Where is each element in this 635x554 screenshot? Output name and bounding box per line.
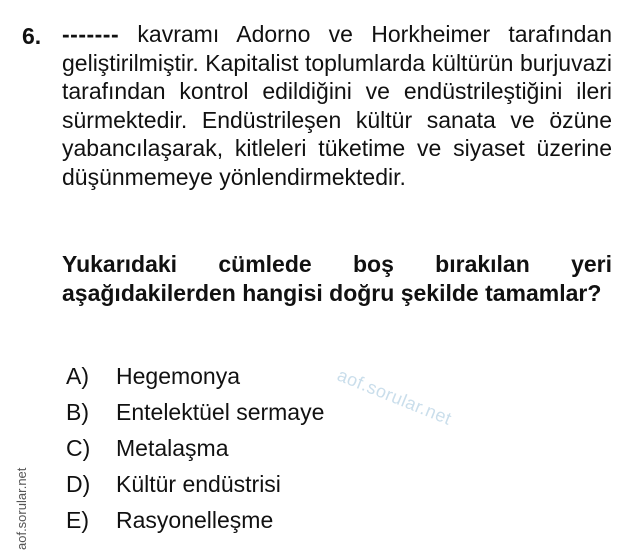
question-prompt: Yukarıdaki cümlede boş bırakılan yeri aşağıdakilerden hangisi doğru şekilde tamamlar? (62, 251, 612, 306)
option-text: Metalaşma (116, 435, 229, 461)
option-e[interactable] (66, 502, 324, 538)
option-text: Entelektüel sermaye (116, 399, 325, 425)
option-letter: A) (66, 363, 89, 389)
stem-text: kavramı Adorno ve Horkheimer tarafından geliştirilmiştir. Kapitalist toplumlarda kültürün burjuvazi tarafından kontrol edildiğini ve endüstrileştiğini ileri sürmektedir. Endüstrileşen kültür sanata ve özüne yabancılaşarak, kitleleri tüketime ve siyaset üzerine düşünmemeye yönlendirmektedir. (62, 21, 612, 190)
option-letter: C) (66, 435, 91, 461)
question-stem (62, 20, 612, 191)
option-b[interactable] (66, 394, 324, 430)
option-letter: D) (66, 471, 91, 497)
answer-options (66, 358, 324, 538)
option-c[interactable] (66, 430, 324, 466)
option-d[interactable] (66, 466, 324, 502)
blank-placeholder: ------- (62, 21, 120, 47)
option-a[interactable] (66, 358, 324, 394)
watermark-diagonal: aof.sorular.net (334, 364, 455, 429)
watermark-side: aof.sorular.net (14, 467, 29, 550)
option-text: Hegemonya (116, 363, 241, 389)
option-letter: E) (66, 507, 89, 533)
option-text: Rasyonelleşme (116, 507, 274, 533)
option-letter: B) (66, 399, 89, 425)
question-number: 6. (22, 23, 42, 49)
option-text: Kültür endüstrisi (116, 471, 281, 497)
